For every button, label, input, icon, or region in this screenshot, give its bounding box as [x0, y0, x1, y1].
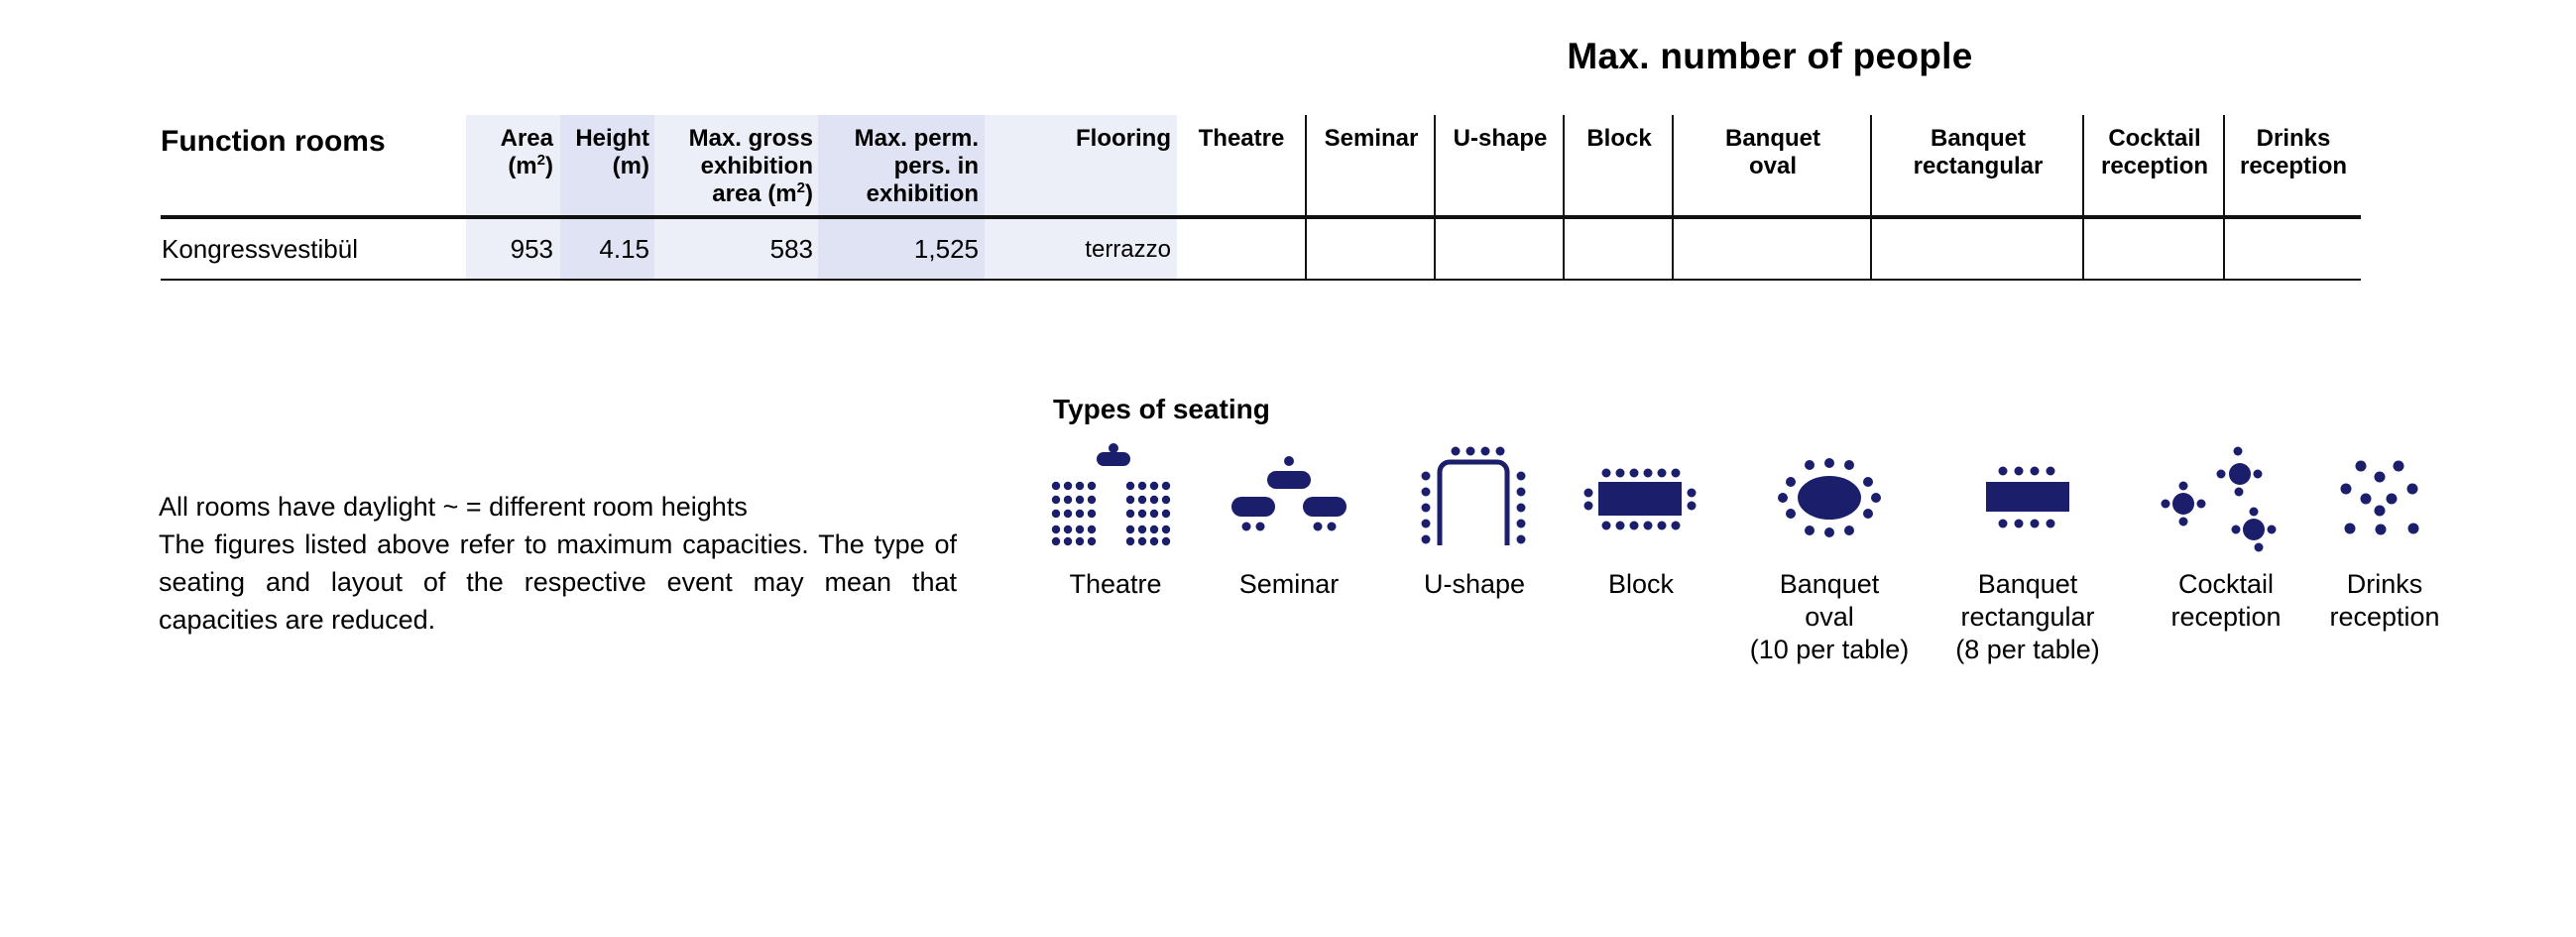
area-header: Area $(m^2)$	[500, 125, 553, 179]
gross-area-header: Max. gross exhibition area $(m^2)$	[688, 125, 813, 207]
column-divider	[1672, 115, 1674, 281]
banquet-oval-seating-icon	[1775, 458, 1884, 537]
function-rooms-header: Function rooms	[161, 125, 386, 158]
flooring-header: Flooring	[1076, 125, 1171, 152]
drinks-reception-header: Drinks reception	[2239, 125, 2348, 179]
u-shape-seating-icon	[1420, 446, 1529, 545]
block-label: Block	[1607, 569, 1675, 599]
max-persons-value: 1,525	[913, 234, 979, 264]
banquet-rectangular-header: Banquet rectangular	[1913, 125, 2044, 179]
banquet-rectangular-label: Banquet rectangular (8 per table)	[1955, 569, 2100, 664]
u-shape-label: U-shape	[1423, 569, 1526, 599]
cocktail-reception-icon	[2160, 446, 2279, 555]
column-divider	[1434, 115, 1436, 281]
drinks-reception-label: Drinks reception	[2329, 569, 2440, 632]
banquet-oval-header: Banquet oval	[1725, 125, 1820, 179]
banquet-oval-label: Banquet oval (10 per table)	[1749, 569, 1910, 664]
theatre-seating-icon	[1051, 443, 1180, 548]
seminar-header: Seminar	[1324, 125, 1419, 152]
cocktail-reception-label: Cocktail reception	[2170, 569, 2282, 632]
theatre-label: Theatre	[1069, 569, 1162, 599]
cocktail-reception-header: Cocktail reception	[2100, 125, 2209, 179]
height-value: 4.15	[599, 234, 649, 264]
column-divider	[1305, 115, 1307, 281]
area-value: 953	[510, 234, 553, 264]
seminar-seating-icon	[1229, 455, 1348, 534]
header-rule	[161, 215, 2361, 219]
flooring-value: terrazzo	[1085, 236, 1171, 263]
theatre-header: Theatre	[1198, 125, 1285, 152]
row-rule	[161, 279, 2361, 281]
seminar-label: Seminar	[1238, 569, 1340, 599]
capacity-notes	[159, 488, 957, 639]
max-people-title: Max. number of people	[1567, 36, 1973, 76]
u-shape-header: U-shape	[1453, 125, 1548, 152]
column-divider	[1563, 115, 1565, 281]
drinks-reception-icon	[2338, 459, 2427, 538]
column-divider	[1870, 115, 1872, 281]
capacity-disclaimer: The figures listed above refer to maximum capacities. The type of seating and layout of the respective event may mean that capacities are reduced.	[159, 529, 957, 635]
types-of-seating-title: Types of seating	[1053, 394, 1270, 424]
height-header: Height (m)	[575, 125, 649, 179]
block-header: Block	[1586, 125, 1652, 152]
column-divider	[2082, 115, 2084, 281]
column-divider	[2223, 115, 2225, 281]
max-persons-header: Max. perm. pers. in exhibition	[854, 125, 979, 207]
block-seating-icon	[1582, 468, 1698, 531]
banquet-rectangular-seating-icon	[1983, 466, 2072, 531]
daylight-note: All rooms have daylight ~ = different room heights	[159, 492, 748, 522]
gross-area-value: 583	[769, 234, 813, 264]
room-name: Kongressvestibül	[162, 234, 358, 264]
